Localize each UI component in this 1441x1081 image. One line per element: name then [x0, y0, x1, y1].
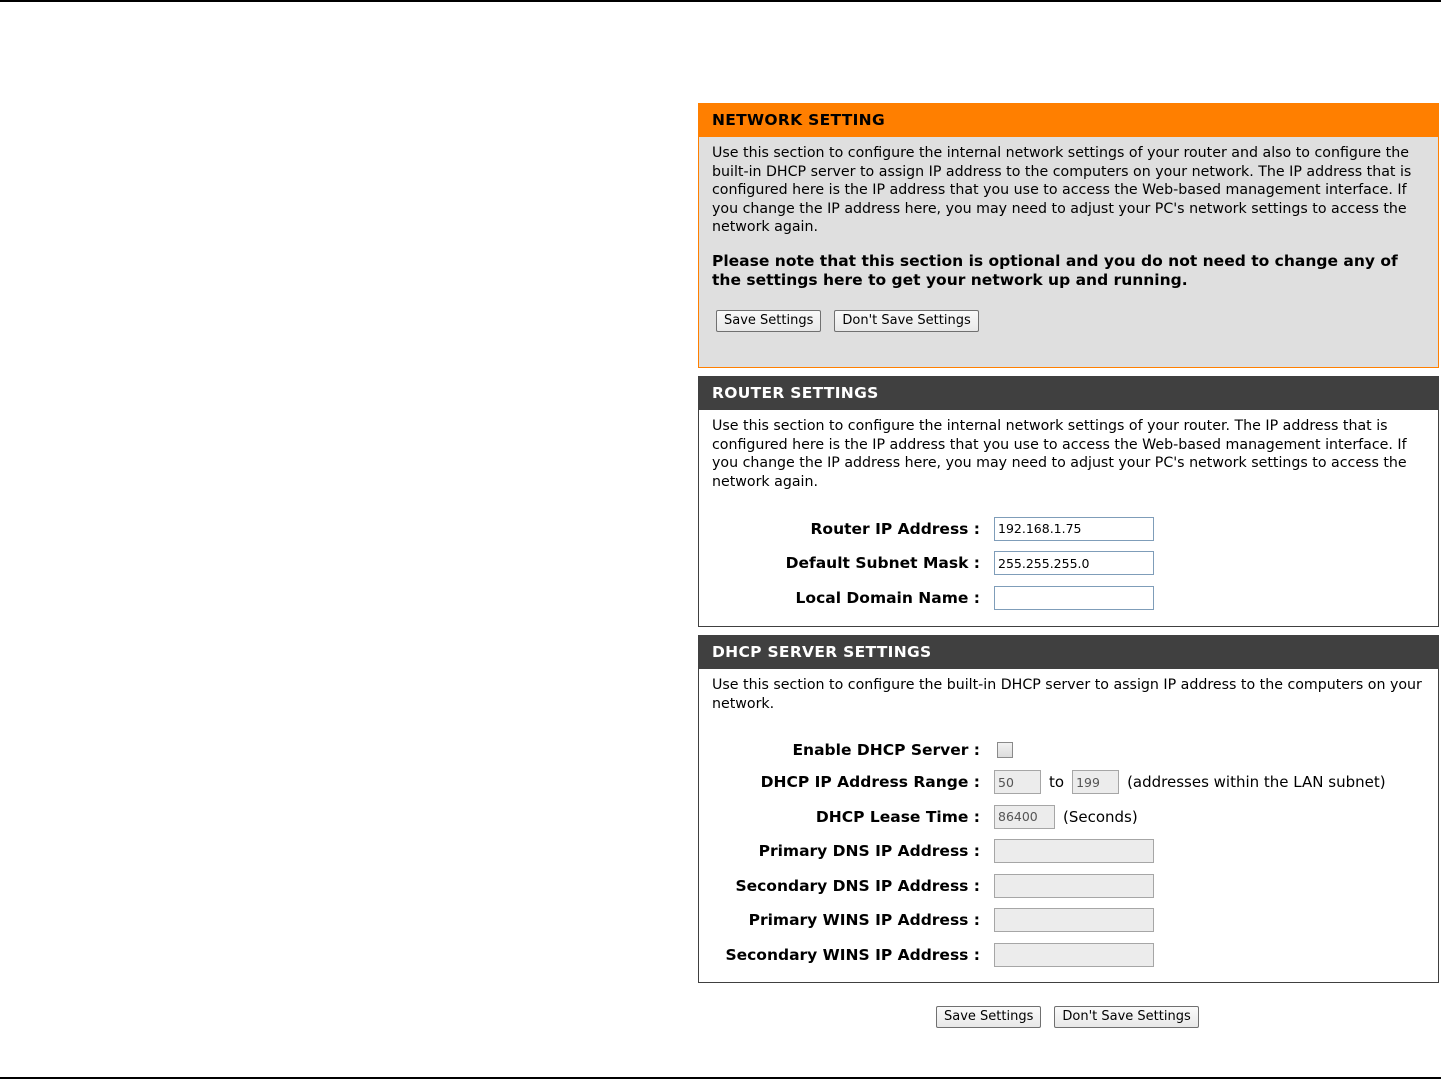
secondary-dns-label: Secondary DNS IP Address : — [735, 876, 980, 895]
footer-save-settings-button[interactable]: Save Settings — [936, 1006, 1041, 1028]
secondary-wins-row — [699, 938, 1438, 973]
dhcp-lease-row — [699, 800, 1438, 835]
top-divider — [0, 0, 1441, 2]
save-settings-button[interactable]: Save Settings — [716, 310, 821, 332]
footer-buttons — [936, 1006, 1199, 1028]
router-ip-row — [699, 511, 1438, 546]
network-setting-panel — [698, 103, 1439, 368]
enable-dhcp-checkbox[interactable] — [997, 742, 1013, 758]
dhcp-lease-label: DHCP Lease Time : — [815, 807, 980, 826]
local-domain-label: Local Domain Name : — [795, 588, 980, 607]
dhcp-range-start-input[interactable] — [994, 770, 1041, 794]
dhcp-server-settings-panel — [698, 635, 1439, 983]
footer-dont-save-settings-button[interactable]: Don't Save Settings — [1054, 1006, 1198, 1028]
subnet-mask-input[interactable] — [994, 551, 1154, 575]
dhcp-lease-unit: (Seconds) — [1063, 807, 1138, 826]
local-domain-input[interactable] — [994, 586, 1154, 610]
router-ip-label: Router IP Address : — [810, 519, 980, 538]
secondary-wins-label: Secondary WINS IP Address : — [725, 945, 980, 964]
dhcp-range-to-text: to — [1049, 773, 1065, 792]
network-setting-description: Use this section to configure the internal network settings of your router and also to configure the built-in DHCP server to assign IP address to the computers on your network. The IP address that is configured here is the IP address that you use to access the Web-based management interface. If you change the IP address here, you may need to adjust your PC's network settings to access the network again. — [712, 145, 1412, 236]
dhcp-range-end-input[interactable] — [1072, 770, 1119, 794]
dhcp-range-note: (addresses within the LAN subnet) — [1127, 773, 1386, 792]
dhcp-range-row — [699, 765, 1438, 800]
router-settings-description: Use this section to configure the internal network settings of your router. The IP address that is configured here is the IP address that you use to access the Web-based management interface. If you change the IP address here, you may need to adjust your PC's network settings to access the network again. — [712, 418, 1407, 490]
router-settings-panel — [698, 376, 1439, 627]
network-setting-title: NETWORK SETTING — [699, 103, 1438, 137]
secondary-dns-input[interactable] — [994, 874, 1154, 898]
bottom-divider — [0, 1077, 1441, 1079]
network-setting-note: Please note that this section is optional and you do not need to change any of the settings here to get your network up and running. — [712, 251, 1398, 289]
primary-wins-row — [699, 903, 1438, 938]
enable-dhcp-label: Enable DHCP Server : — [792, 740, 980, 759]
secondary-dns-row — [699, 869, 1438, 904]
subnet-mask-row — [699, 546, 1438, 581]
router-ip-input[interactable] — [994, 517, 1154, 541]
local-domain-row — [699, 580, 1438, 615]
dhcp-settings-description: Use this section to configure the built-in DHCP server to assign IP address to the computers on your network. — [712, 677, 1422, 712]
primary-dns-input[interactable] — [994, 839, 1154, 863]
dhcp-settings-title: DHCP SERVER SETTINGS — [699, 635, 1438, 669]
dont-save-settings-button[interactable]: Don't Save Settings — [834, 310, 978, 332]
primary-dns-label: Primary DNS IP Address : — [758, 842, 980, 861]
router-settings-title: ROUTER SETTINGS — [699, 376, 1438, 410]
subnet-mask-label: Default Subnet Mask : — [785, 554, 980, 573]
dhcp-range-label: DHCP IP Address Range : — [760, 773, 980, 792]
secondary-wins-input[interactable] — [994, 943, 1154, 967]
primary-dns-row — [699, 834, 1438, 869]
enable-dhcp-row — [699, 734, 1438, 765]
primary-wins-input[interactable] — [994, 908, 1154, 932]
network-setting-buttons — [699, 290, 1438, 332]
primary-wins-label: Primary WINS IP Address : — [748, 911, 980, 930]
dhcp-lease-input[interactable] — [994, 805, 1055, 829]
